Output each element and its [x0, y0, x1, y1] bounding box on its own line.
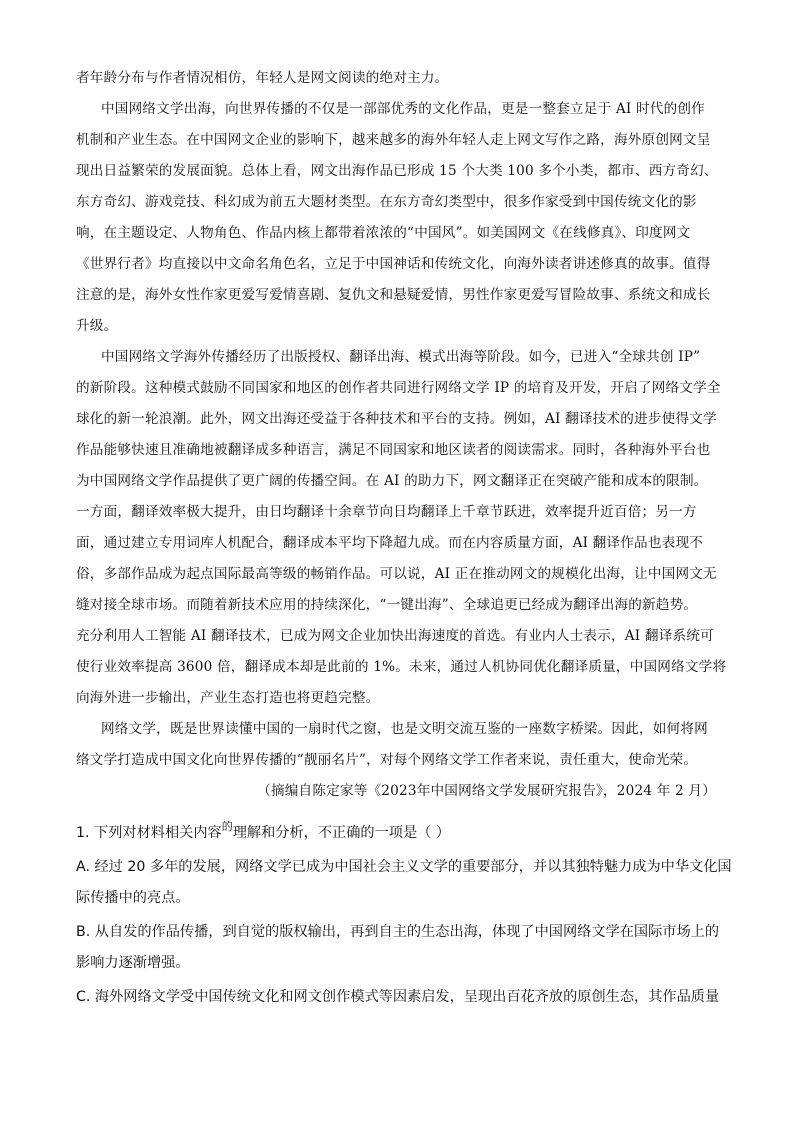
passage-line: 络文学打造成中国文化向世界传播的“靓丽名片”，对每个网络文学工作者来说，责任重大，使命光荣。 [76, 752, 698, 768]
option-b-line: B. 从自发的作品传播，到自觉的版权输出，再到自主的生态出海，体现了中国网络文学在国际市场上的 [76, 924, 720, 940]
question-stem [76, 820, 451, 844]
question-stem-pre: 1. 下列对材料相关内容 [76, 825, 222, 841]
passage-line: 作品能够快速且准确地被翻译成多种语言，满足不同国家和地区读者的阅读需求。同时，各种海外平台也 [76, 442, 711, 458]
option-a-line: 际传播中的亮点。 [76, 890, 190, 906]
passage-line: 的新阶段。这种模式鼓励不同国家和地区的创作者共同进行网络文学 IP 的培育及开发，开启了网络文学全 [76, 380, 721, 396]
passage-line: 东方奇幻、游戏竞技、科幻成为前五大题材类型。在东方奇幻类型中，很多作家受到中国传统文化的影 [76, 194, 697, 210]
passage-line: 缝对接全球市场。而随着新技术应用的持续深化，“一键出海”、全球追更已经成为翻译出海的新趋势。 [76, 597, 698, 613]
passage-line: 升级。 [76, 318, 118, 334]
passage-line: 机制和产业生态。在中国网文企业的影响下，越来越多的海外年轻人走上网文写作之路，海外原创网文呈 [76, 132, 711, 148]
passage-line: 充分利用人工智能 AI 翻译技术，已成为网文企业加快出海速度的首选。有业内人士表示，AI 翻译系统可 [76, 628, 714, 644]
question-stem-post: 理解和分析，不正确的一项是（ ） [232, 825, 451, 841]
option-a-line: A. 经过 20 多年的发展，网络文学已成为中国社会主义文学的重要部分，并以其独特魅力成为中华文化国 [76, 859, 732, 875]
passage-source: （摘编自陈定家等《2023年中国网络文学发展研究报告》，2024 年 2 月） [257, 783, 716, 799]
passage-line: 中国网络文学海外传播经历了出版授权、翻译出海、模式出海等阶段。如今，已进入“全球共创 IP” [101, 349, 701, 365]
passage-line: 注意的是，海外女性作家更爱写爱情喜剧、复仇文和悬疑爱情，男性作家更爱写冒险故事、系统文和成长 [76, 287, 711, 303]
passage-line: 球化的新一轮浪潮。此外，网文出海还受益于各种技术和平台的支持。例如，AI 翻译技术的进步使得文学 [76, 411, 717, 427]
passage-line: 向海外进一步输出，产业生态打造也将更趋完整。 [76, 690, 380, 706]
option-b-line: 影响力逐渐增强。 [76, 955, 190, 971]
passage-line: 响，在主题设定、人物角色、作品内核上都带着浓浓的“中国风”。如美国网文《在线修真》、印度网文 [76, 225, 691, 241]
passage-line: 者年龄分布与作者情况相仿，年轻人是网文阅读的绝对主力。 [76, 70, 449, 86]
passage-line: 为中国网络文学作品提供了更广阔的传播空间。在 AI 的助力下，网文翻译正在突破产能和成本的限制。 [76, 473, 708, 489]
passage-line: 俗，多部作品成为起点国际最高等级的畅销作品。可以说，AI 正在推动网文的规模化出海，让中国网文无 [76, 566, 717, 582]
passage-line: 网络文学，既是世界读懂中国的一扇时代之窗，也是文明交流互鉴的一座数字桥梁。因此，如何将网 [101, 721, 708, 737]
passage-line: 现出日益繁荣的发展面貌。总体上看，网文出海作品已形成 15 个大类 100 多个小类，都市、西方奇幻、 [76, 163, 718, 179]
passage-line: 使行业效率提高 3600 倍，翻译成本却是此前的 1%。未来，通过人机协同优化翻译质量，中国网络文学将 [76, 659, 727, 675]
question-stem-sup: 的 [221, 820, 233, 833]
passage-line: 中国网络文学出海，向世界传播的不仅是一部部优秀的文化作品，更是一整套立足于 AI 时代的创作 [101, 101, 705, 117]
passage-line: 《世界行者》均直接以中文命名角色名，立足于中国神话和传统文化，向海外读者讲述修真的故事。值得 [76, 256, 711, 272]
passage-line: 一方面，翻译效率极大提升，由日均翻译十余章节向日均翻译上千章节跃进，效率提升近百倍；另一方 [76, 504, 697, 520]
option-c-line: C. 海外网络文学受中国传统文化和网文创作模式等因素启发，呈现出百花齐放的原创生态，其作品质量 [76, 989, 720, 1005]
passage-line: 面，通过建立专用词库人机配合，翻译成本平均下降超九成。而在内容质量方面，AI 翻译作品也表现不 [76, 535, 704, 551]
